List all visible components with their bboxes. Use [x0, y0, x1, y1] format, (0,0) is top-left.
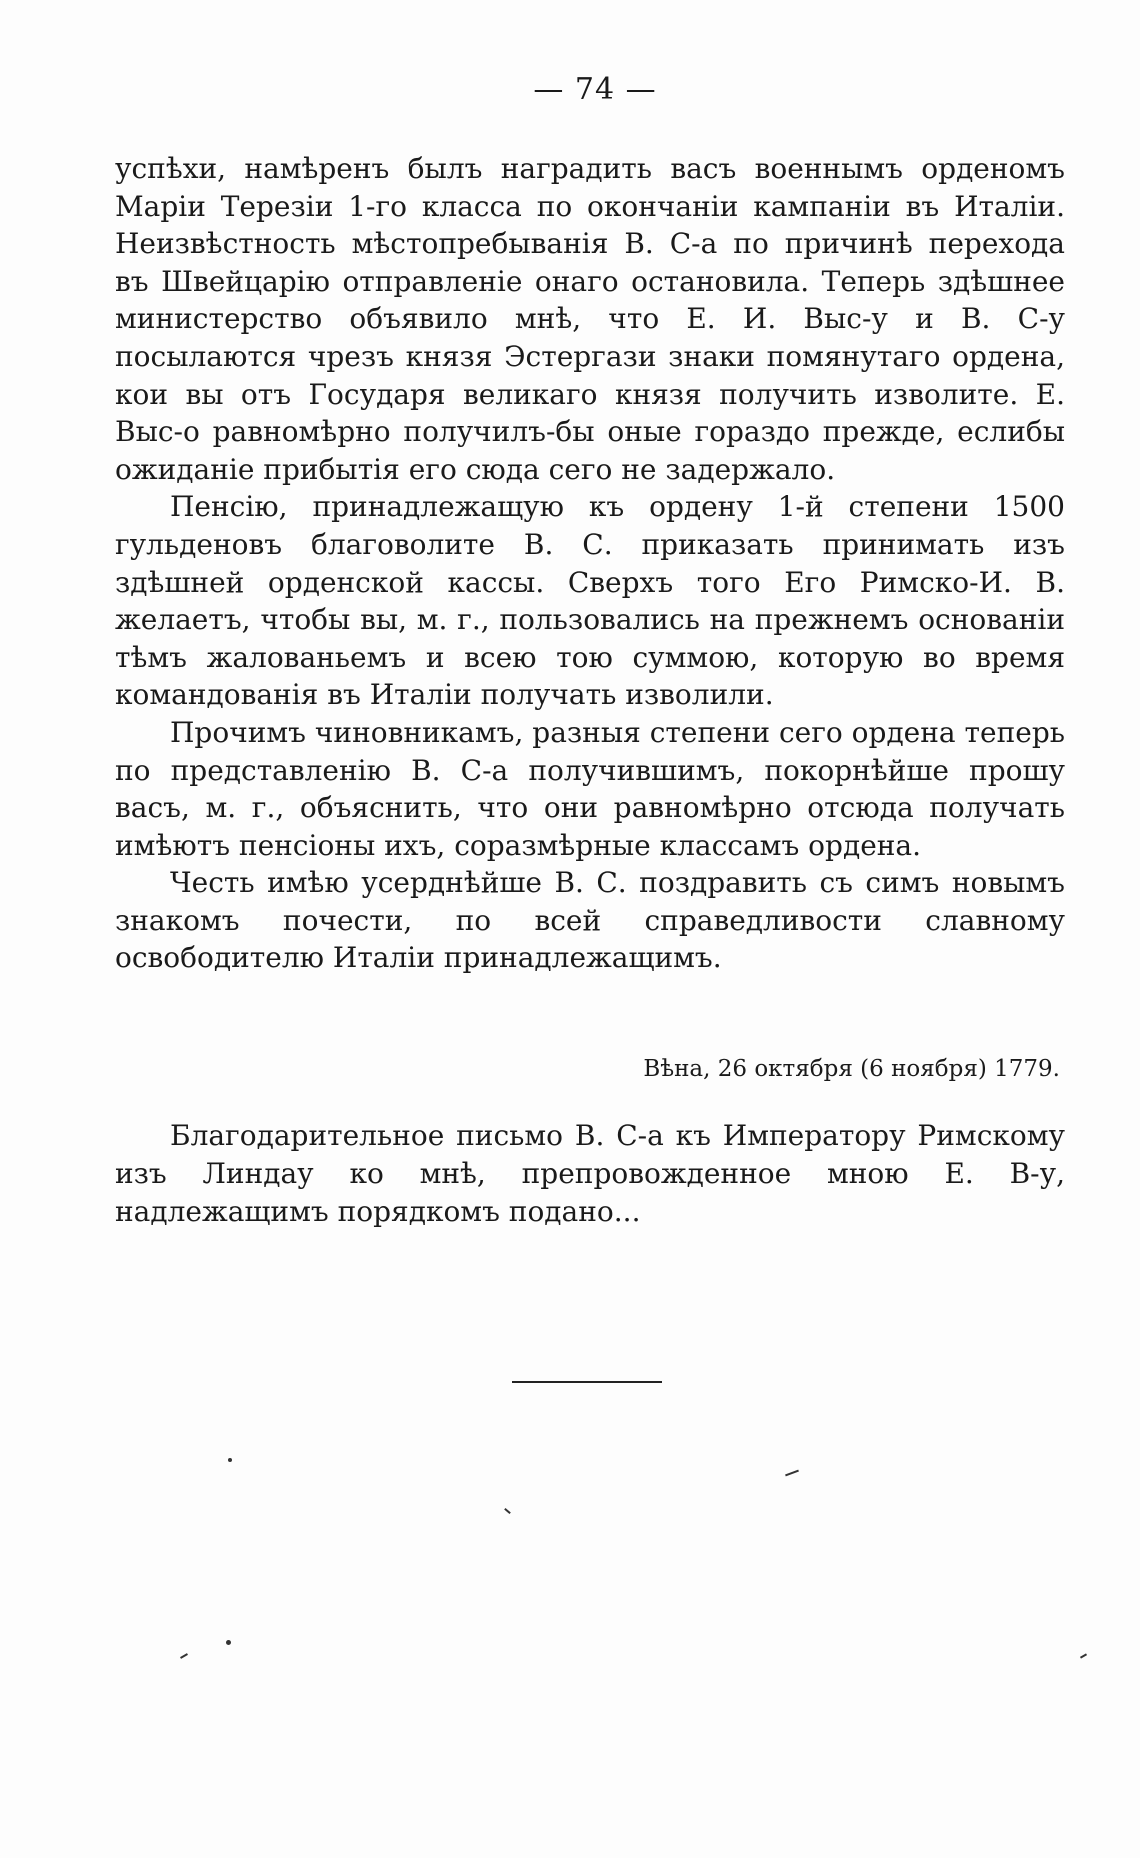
- scan-speck: [1080, 1653, 1087, 1658]
- page-number: — 74 —: [533, 72, 657, 107]
- letter-body: [115, 150, 1065, 977]
- scan-speck: [504, 1508, 511, 1514]
- dateline: Вѣна, 26 октября (6 ноября) 1779.: [643, 1056, 1060, 1082]
- scan-speck: [180, 1653, 188, 1659]
- scan-speck: [785, 1470, 799, 1477]
- scan-speck: [228, 1458, 232, 1462]
- scan-speck: [226, 1640, 231, 1645]
- paragraph-continuation: успѣхи, намѣренъ былъ наградить васъ военнымъ орденомъ Маріи Терезіи 1-го класса по окончаніи кампаніи въ Италіи. Неизвѣстность мѣстопребыванія В. С-а по причинѣ перехода въ Швейцарію отправленіе онаго остановила. Теперь здѣшнее министерство объявило мнѣ, что Е. И. Выс-у и В. С-у посылаются чрезъ князя Эстергази знаки помянутаго ордена, кои вы отъ Государя великаго князя получить изволите. Е. Выс-о равномѣрно получилъ-бы оные гораздо прежде, еслибы ожиданіе прибытія его сюда сего не задержало.: [115, 152, 1065, 486]
- paragraph-congratulation: Честь имѣю усерднѣйше В. С. поздравить съ симъ новымъ знакомъ почести, по всей справедливости славному освободителю Италіи принадлежащимъ.: [115, 866, 1065, 975]
- closing-note: Благодарительное письмо В. С-а къ Императору Римскому изъ Линдау ко мнѣ, препровожденное мною Е. В-у, надлежащимъ порядкомъ подано...: [115, 1119, 1065, 1228]
- section-divider: [512, 1381, 662, 1383]
- paragraph-officials: Прочимъ чиновникамъ, разныя степени сего ордена теперь по представленію В. С-а получившимъ, покорнѣйше прошу васъ, м. г., объяснить, что они равномѣрно отсюда получать имѣютъ пенсіоны ихъ, соразмѣрные классамъ ордена.: [115, 715, 1065, 862]
- paragraph-pension: Пенсію, принадлежащую къ ордену 1-й степени 1500 гульденовъ благоволите В. С. приказать принимать изъ здѣшней орденской кассы. Сверхъ того Его Римско-И. В. желаетъ, чтобы вы, м. г., пользовались на прежнемъ основаніи тѣмъ жалованьемъ и всею тою суммою, которую во время командованія въ Италіи получать изволили.: [115, 490, 1065, 712]
